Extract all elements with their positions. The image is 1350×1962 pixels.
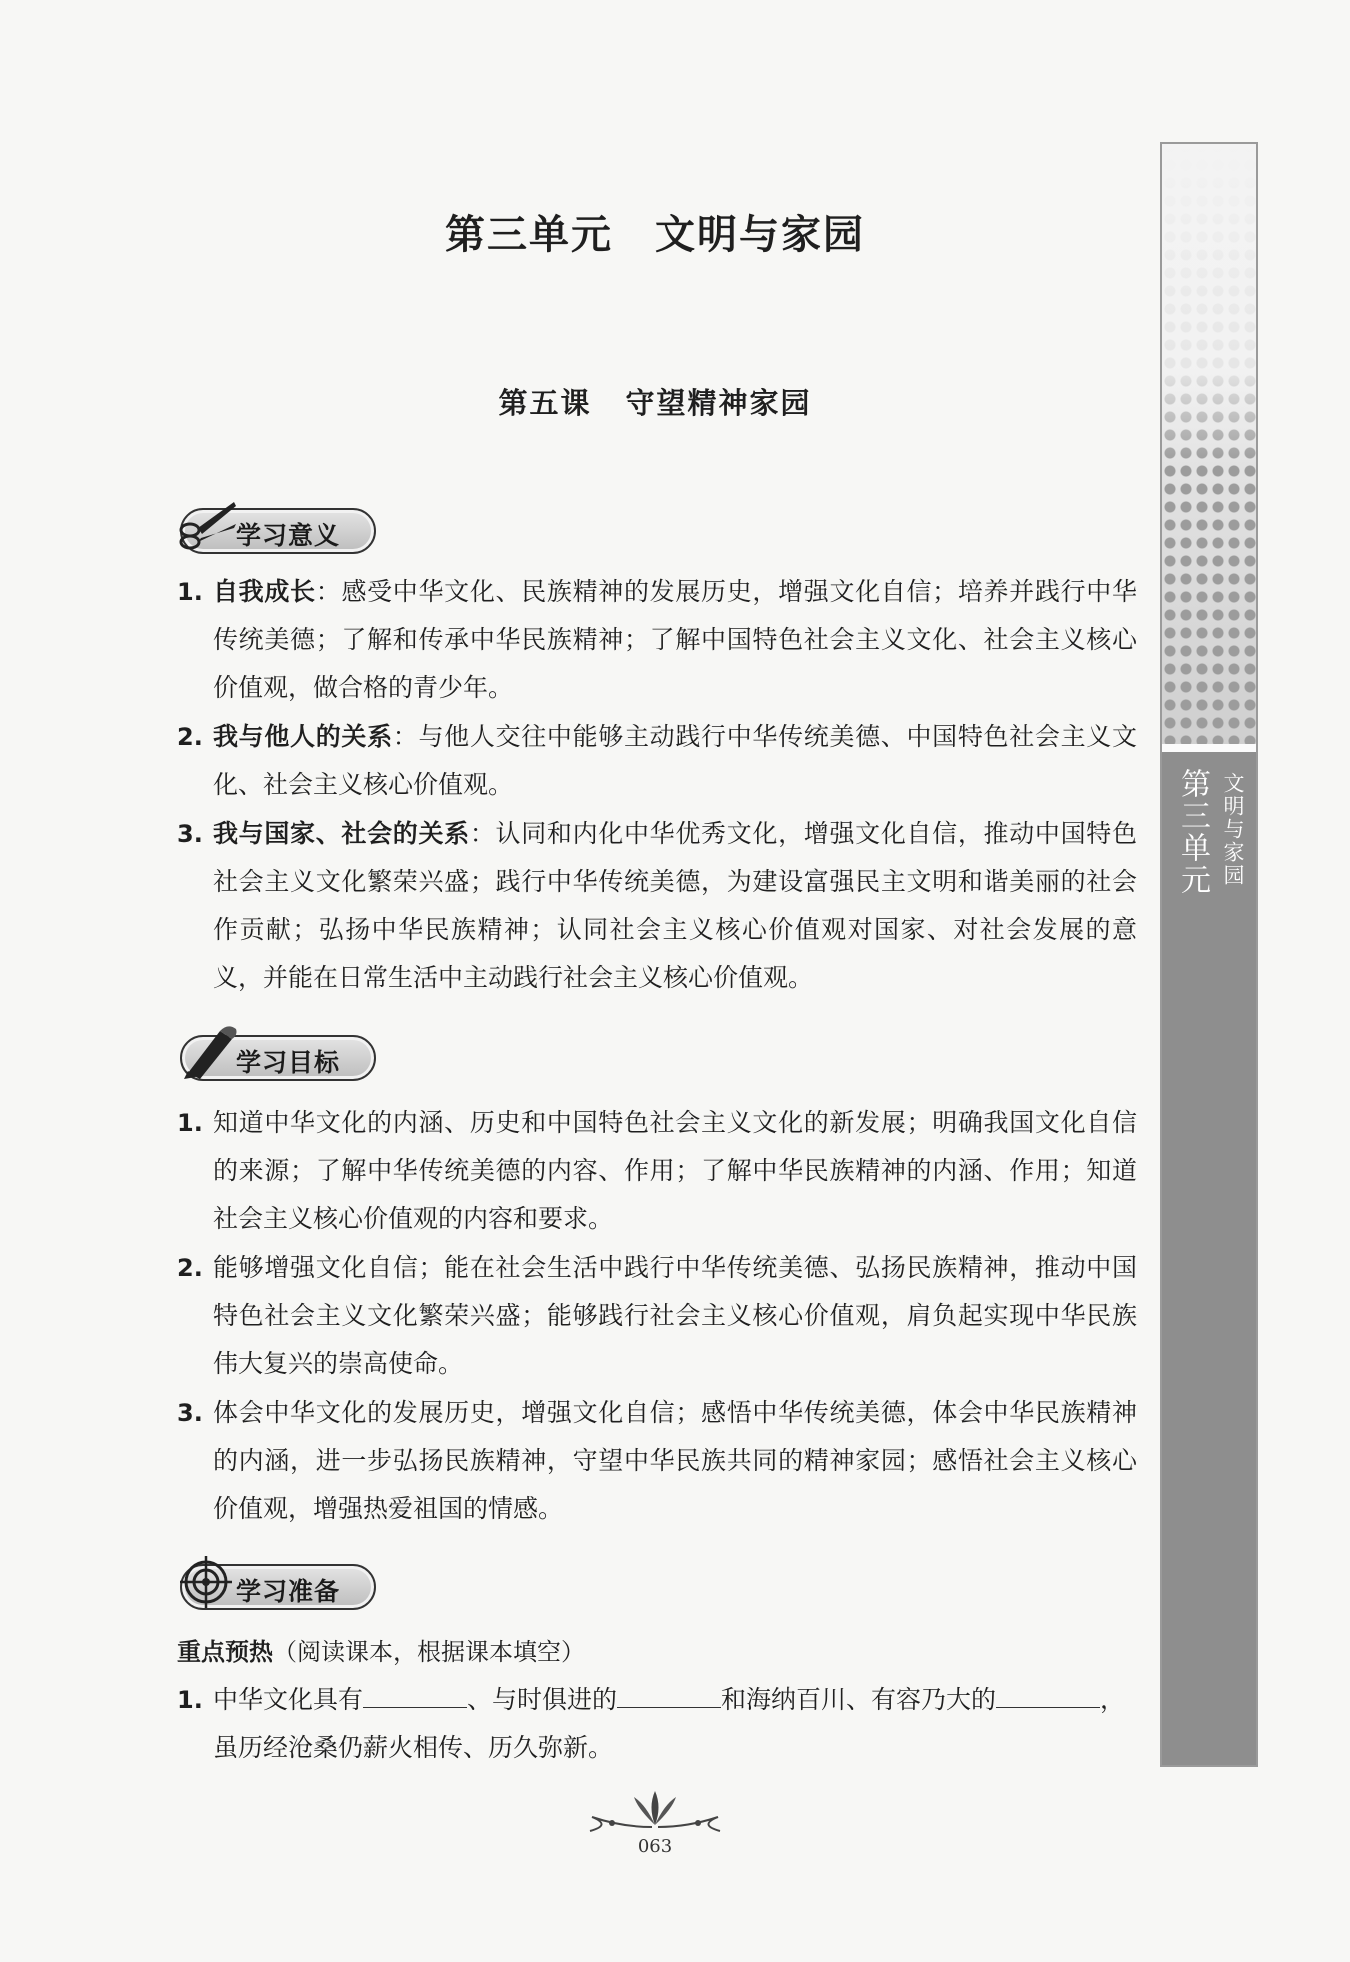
significance-item-1: 1. 自我成长：感受中华文化、民族精神的发展历史，增强文化自信；培养并践行中华传统美德；了解和传承中华民族精神；了解中国特色社会主义文化、社会主义核心价值观，做合格的青少年。	[177, 577, 1137, 702]
lesson-title	[0, 381, 1310, 422]
unit-title-number: 第三单元	[445, 211, 613, 258]
preparation-subhead: 重点预热（阅读课本，根据课本填空）	[177, 1638, 585, 1666]
significance-item-2: 2. 我与他人的关系：与他人交往中能够主动践行中华传统美德、中国特色社会主义文化、社会主义核心价值观。	[177, 722, 1137, 799]
preparation-item-1: 1. 中华文化具有 、与时俱进的 和海纳百川、有容乃大的 ， 虽历经沧桑仍薪火相传、历久弥新。	[177, 1676, 1137, 1772]
objectives-item-2: 2. 能够增强文化自信；能在社会生活中践行中华传统美德、弘扬民族精神，推动中国特色社会主义文化繁荣兴盛；能够践行社会主义核心价值观，肩负起实现中华民族伟大复兴的崇高使命。	[177, 1253, 1137, 1378]
fill-blank-3[interactable]	[996, 1682, 1100, 1708]
side-tab-label-area	[1162, 752, 1256, 1765]
objectives-item-3: 3. 体会中华文化的发展历史，增强文化自信；感悟中华传统美德，体会中华民族精神的内涵，进一步弘扬民族精神，守望中华民族共同的精神家园；感悟社会主义核心价值观，增强热爱祖国的情感。	[177, 1398, 1137, 1523]
side-tab-unit: 第三单元	[1175, 768, 1210, 896]
side-tab-theme: 文明与家园	[1221, 772, 1245, 887]
badge-label: 学习意义	[236, 521, 341, 550]
objectives-item-1: 1. 知道中华文化的内涵、历史和中国特色社会主义文化的新发展；明确我国文化自信的来源；了解中华传统美德的内容、作用；了解中华民族精神的内涵、作用；知道社会主义核心价值观的内容和要求。	[177, 1108, 1137, 1233]
section-badge-preparation	[180, 1564, 376, 1610]
section-badge-objectives	[180, 1035, 376, 1081]
unit-title	[0, 203, 1310, 260]
significance-item-3: 3. 我与国家、社会的关系：认同和内化中华优秀文化，增强文化自信，推动中国特色社会主义文化繁荣兴盛；践行中华传统美德，为建设富强民主文明和谐美丽的社会作贡献；弘扬中华民族精神；认同社会主义核心价值观对国家、对社会发展的意义，并能在日常生活中主动践行社会主义核心价值观。	[177, 819, 1137, 992]
badge-label: 学习准备	[236, 1577, 341, 1606]
section-badge-significance	[180, 508, 376, 554]
lesson-title-name: 守望精神家园	[625, 386, 812, 420]
fill-blank-1[interactable]	[363, 1682, 467, 1708]
pen-icon	[176, 1021, 242, 1085]
floral-ornament-icon	[582, 1787, 728, 1841]
scissors-icon	[176, 494, 242, 556]
lesson-title-number: 第五课	[498, 386, 592, 420]
page-number: 063	[637, 1836, 673, 1857]
unit-title-name: 文明与家园	[655, 211, 865, 258]
fill-blank-2[interactable]	[617, 1682, 721, 1708]
target-icon	[176, 1550, 236, 1614]
badge-label: 学习目标	[236, 1048, 341, 1077]
